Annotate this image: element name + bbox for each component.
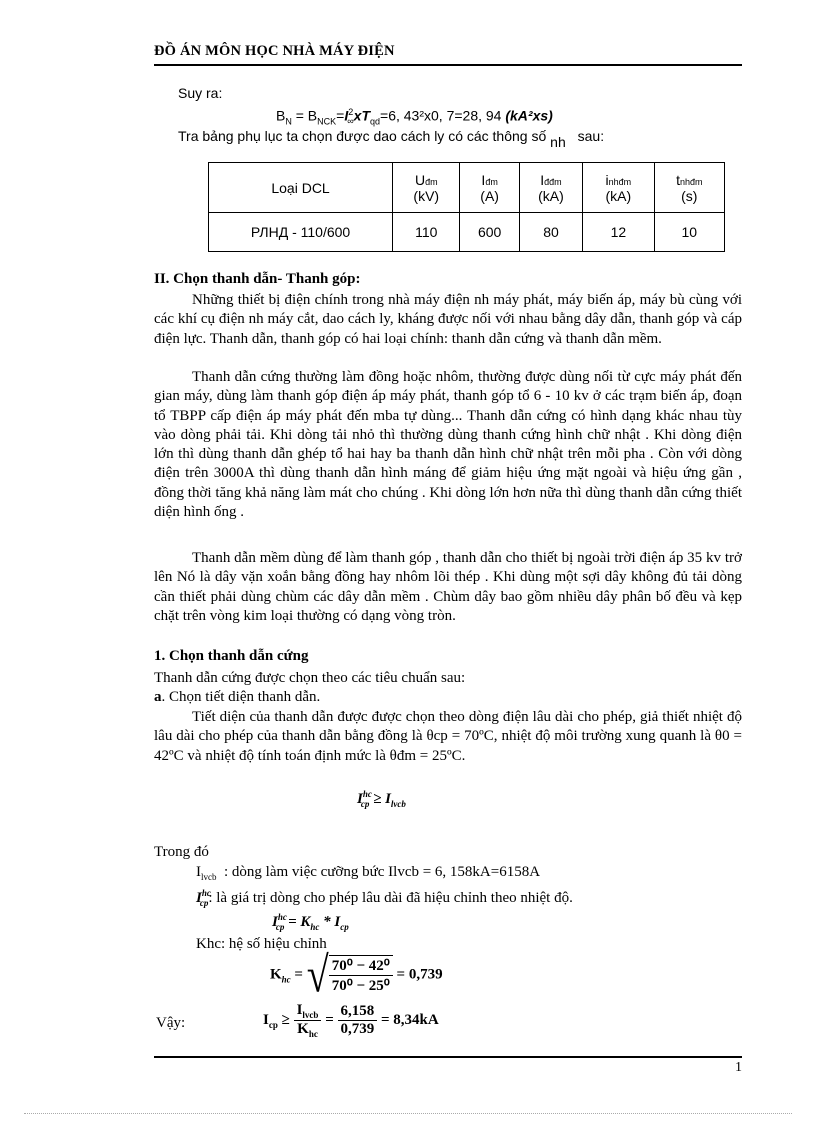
cell-inhdm: 12 bbox=[583, 213, 654, 252]
bn-formula: $B_N = B_{NCK}=I^2_\infty xT_{qd}=6$, 43²x0, 7=28, 94 (kA²xs) bbox=[276, 107, 553, 127]
icp-hc-formula: $I^{hc}_{cp} = K_{hc} * I_{cp}$ bbox=[272, 912, 349, 932]
ilvcb-line: $I_{lvcb}$ : dòng làm việc cưỡng bức Ilvcb = 6, 158kA=6158A bbox=[196, 864, 541, 882]
page-number: 1 bbox=[735, 1060, 742, 1075]
vay-label: Vậy: bbox=[156, 1015, 186, 1031]
icp-inequality: $I^{hc}_{cp} \ge I_{lvcb}$ bbox=[357, 789, 406, 809]
bn-unit: (kA²xs) bbox=[505, 107, 553, 124]
section2-p3: Thanh dẫn mềm dùng để làm thanh góp , thanh dẫn cho thiết bị ngoài trời điện áp 35 kv trở lên Nó là dây vặn xoắn bằng đồng hay nhôm lõi thép . Khi dùng một sợi dây không đủ tải dòng cần thiết phải dùng chùm các dây dẫn mềm . Chùm dây bao gồm nhiều dây phân bố đều và kẹp chặt trên vòng kim loại thường có dạng vòng tròn. bbox=[154, 550, 742, 624]
icp-final-formula: $I_{cp}$ ≥ $\frac{I_{lvcb}}{K_{hc}}$ = $\frac{6,158}{0,739}$ = 8,34kA bbox=[263, 1002, 439, 1039]
page-header-title: ĐỒ ÁN MÔN HỌC NHÀ MÁY ĐIỆN bbox=[154, 43, 395, 59]
cell-type: РЛНД - 110/600 bbox=[209, 213, 393, 252]
header-rule bbox=[154, 64, 742, 66]
ilvcb-desc: : dòng làm việc cưỡng bức Ilvcb = 6, 158kA=6158A bbox=[224, 864, 541, 880]
icp-num: 6,158 bbox=[338, 1003, 378, 1021]
icp-den: 0,739 bbox=[340, 1021, 375, 1037]
khc-num: 70⁰ − 42⁰ bbox=[329, 956, 393, 976]
cell-udm: 110 bbox=[393, 213, 460, 252]
sub1-title: 1. Chọn thanh dẫn cứng bbox=[154, 648, 309, 664]
icp-line: $I^{hc}_{cp}$: là giá trị dòng cho phép lâu dài đã hiệu chỉnh theo nhiệt độ. bbox=[196, 888, 573, 908]
sqrt-symbol: √ $\frac{\text{70⁰ − 42⁰}}{\text{70⁰ − 25⁰}}$ bbox=[307, 955, 393, 995]
khc-line: Khc: hệ số hiệu chỉnh bbox=[196, 936, 327, 952]
section2-p1: Những thiết bị điện chính trong nhà máy điện nh máy phát, máy biến áp, máy bù cùng với các khí cụ điện nh máy cắt, dao cách ly, kháng được nối với nhau bằng dây dẫn, thanh góp và cáp điện lực. Thanh dẫn, thanh góp có hai loại chính: thanh dẫn cứng và thanh dẫn mềm. bbox=[154, 292, 742, 347]
trong-do-label: Trong đó bbox=[154, 844, 209, 860]
section2-title: II. Chọn thanh dẫn- Thanh góp: bbox=[154, 271, 361, 287]
header-cell-tnhdm: tnhđm (s) bbox=[654, 163, 724, 213]
sub1-paragraph: Tiết diện của thanh dẫn được được chọn theo dòng điện lâu dài cho phép, giả thiết nhiệt độ lâu dài cho phép của thanh dẫn bằng đồng là θcp = 70ºC, nhiệt độ môi trường xung quanh là θ0 = 42ºC và nhiệt độ tính toán định mức là θđm = 25ºC. bbox=[154, 709, 742, 764]
header-cell-udm: Uđm (kV) bbox=[393, 163, 460, 213]
cell-tnhdm: 10 bbox=[654, 213, 724, 252]
footer-rule bbox=[154, 1056, 742, 1058]
khc-result: = 0,739 bbox=[396, 966, 443, 983]
page-break-line bbox=[24, 1113, 792, 1114]
tra-bang-end: sau: bbox=[577, 128, 605, 144]
sub1-criteria: Thanh dẫn cứng được chọn theo các tiêu chuẩn sau: bbox=[154, 670, 466, 686]
tra-bang-line bbox=[178, 126, 605, 150]
khc-formula: $K_{hc}$ = √ $\frac{\text{70⁰ − 42⁰}}{\text{70⁰ − 25⁰}}$ = 0,739 bbox=[270, 946, 443, 1003]
table-row bbox=[209, 213, 725, 252]
icp-result: = 8,34kA bbox=[381, 1011, 439, 1028]
table-header-row bbox=[209, 163, 725, 213]
header-cell-iddm: Iđđm (kA) bbox=[519, 163, 582, 213]
khc-den: 70⁰ − 25⁰ bbox=[331, 978, 390, 994]
tra-bang-nh: nh bbox=[550, 134, 566, 150]
cell-idm: 600 bbox=[460, 213, 519, 252]
cell-iddm: 80 bbox=[519, 213, 582, 252]
section2-p2: Thanh dẫn cứng thường làm đồng hoặc nhôm, thường được dùng nối từ cực máy phát đến gian máy, dùng làm thanh góp điện áp máy phát, thanh góp tổ 6 - 10 kv ở các trạm biến áp, đoạn tổ TBPP cấp điện áp máy phát đến mba tự dùng... Thanh dẫn cứng có hình dạng khác nhau tùy vào dòng phải tải. Khi dòng tải nhỏ thì thường dùng thanh cứng hình chữ nhật . Khi dòng điện lớn thì dùng thanh dẫn ghép tổ hai hay ba thanh dẫn hình chữ nhật trên mỗi pha . Còn với dòng điện trên 3000A thì dùng thanh dẫn hình máng để giảm hiệu ứng mặt ngoài và hiệu ứng gần , đồng thời tăng khả năng làm mát cho chúng . Khi dòng lớn hơn nữa thì dùng thanh dẫn cứng thiết diện hình ống . bbox=[154, 369, 742, 521]
header-cell-idm: Iđm (A) bbox=[460, 163, 519, 213]
dcl-table bbox=[208, 162, 725, 252]
header-cell-loai: Loại DCL bbox=[209, 163, 393, 213]
sub1-a-line: a. Chọn tiết diện thanh dẫn. bbox=[154, 689, 321, 705]
icp-desc: là giá trị dòng cho phép lâu dài đã hiệu chỉnh theo nhiệt độ. bbox=[216, 890, 573, 906]
header-cell-inhdm: inhđm (kA) bbox=[583, 163, 654, 213]
tra-bang-text: Tra bảng phụ lục ta chọn được dao cách ly có các thông số bbox=[178, 128, 547, 144]
suy-ra-label: Suy ra: bbox=[178, 85, 223, 101]
